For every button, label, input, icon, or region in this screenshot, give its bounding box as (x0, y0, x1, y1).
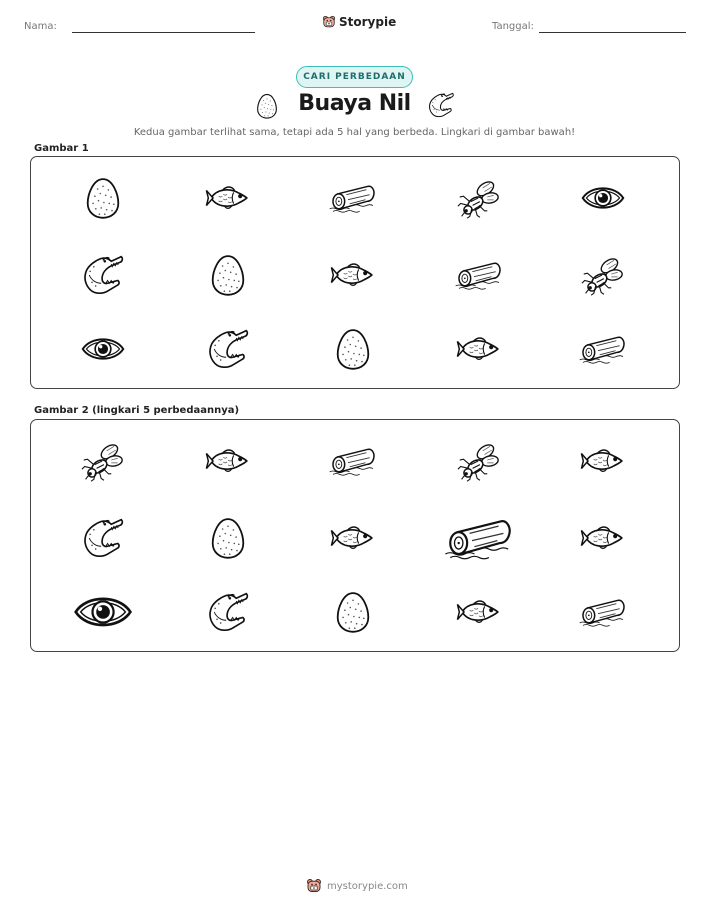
picture2-panel[interactable] (30, 419, 680, 652)
picture2-label: Gambar 2 (lingkari 5 perbedaannya) (34, 405, 240, 416)
log-icon[interactable] (578, 596, 628, 628)
egg-icon[interactable] (210, 516, 246, 560)
fly-icon[interactable] (81, 439, 125, 483)
picture1-panel (30, 156, 680, 389)
date-label: Tanggal: (492, 21, 534, 32)
egg-icon (335, 327, 371, 371)
fish-icon[interactable] (580, 446, 626, 476)
eye-icon[interactable] (72, 589, 134, 635)
brand-logo (322, 12, 396, 32)
footer-url: mystorypie.com (327, 880, 408, 892)
worksheet-header (0, 0, 709, 40)
storypie-bear-icon (322, 15, 336, 29)
fish-icon (205, 183, 251, 213)
fish-icon[interactable] (456, 597, 502, 627)
egg-icon (210, 253, 246, 297)
crocodile-icon (427, 91, 455, 119)
crocodile-icon (206, 327, 250, 371)
log-icon[interactable] (443, 515, 516, 561)
egg-icon (85, 176, 121, 220)
instructions: Kedua gambar terlihat sama, tetapi ada 5 hal yang berbeda. Lingkari di gambar bawah! (133, 127, 576, 138)
egg-icon[interactable] (335, 590, 371, 634)
fly-icon (457, 176, 501, 220)
log-icon (328, 182, 378, 214)
worksheet-type-badge: CARI PERBEDAAN (296, 66, 413, 88)
storypie-bear-icon (306, 878, 322, 894)
crocodile-icon (81, 253, 125, 297)
page-title: Buaya Nil (298, 91, 411, 116)
fish-icon[interactable] (330, 523, 376, 553)
brand-name: Storypie (339, 15, 397, 29)
name-label: Nama: (24, 21, 57, 32)
log-icon (578, 333, 628, 365)
eye-icon (580, 181, 626, 215)
eye-icon (80, 332, 126, 366)
log-icon (454, 259, 504, 291)
picture1-label: Gambar 1 (34, 143, 89, 154)
fish-icon (456, 334, 502, 364)
fish-icon[interactable] (205, 446, 251, 476)
date-field-line[interactable] (539, 32, 686, 33)
crocodile-icon[interactable] (81, 516, 125, 560)
footer (306, 878, 408, 894)
fish-icon[interactable] (580, 523, 626, 553)
fly-icon[interactable] (457, 439, 501, 483)
fish-icon (330, 260, 376, 290)
title-row (0, 91, 709, 123)
name-field-line[interactable] (72, 32, 255, 33)
crocodile-icon[interactable] (206, 590, 250, 634)
log-icon[interactable] (328, 445, 378, 477)
fly-icon (581, 253, 625, 297)
